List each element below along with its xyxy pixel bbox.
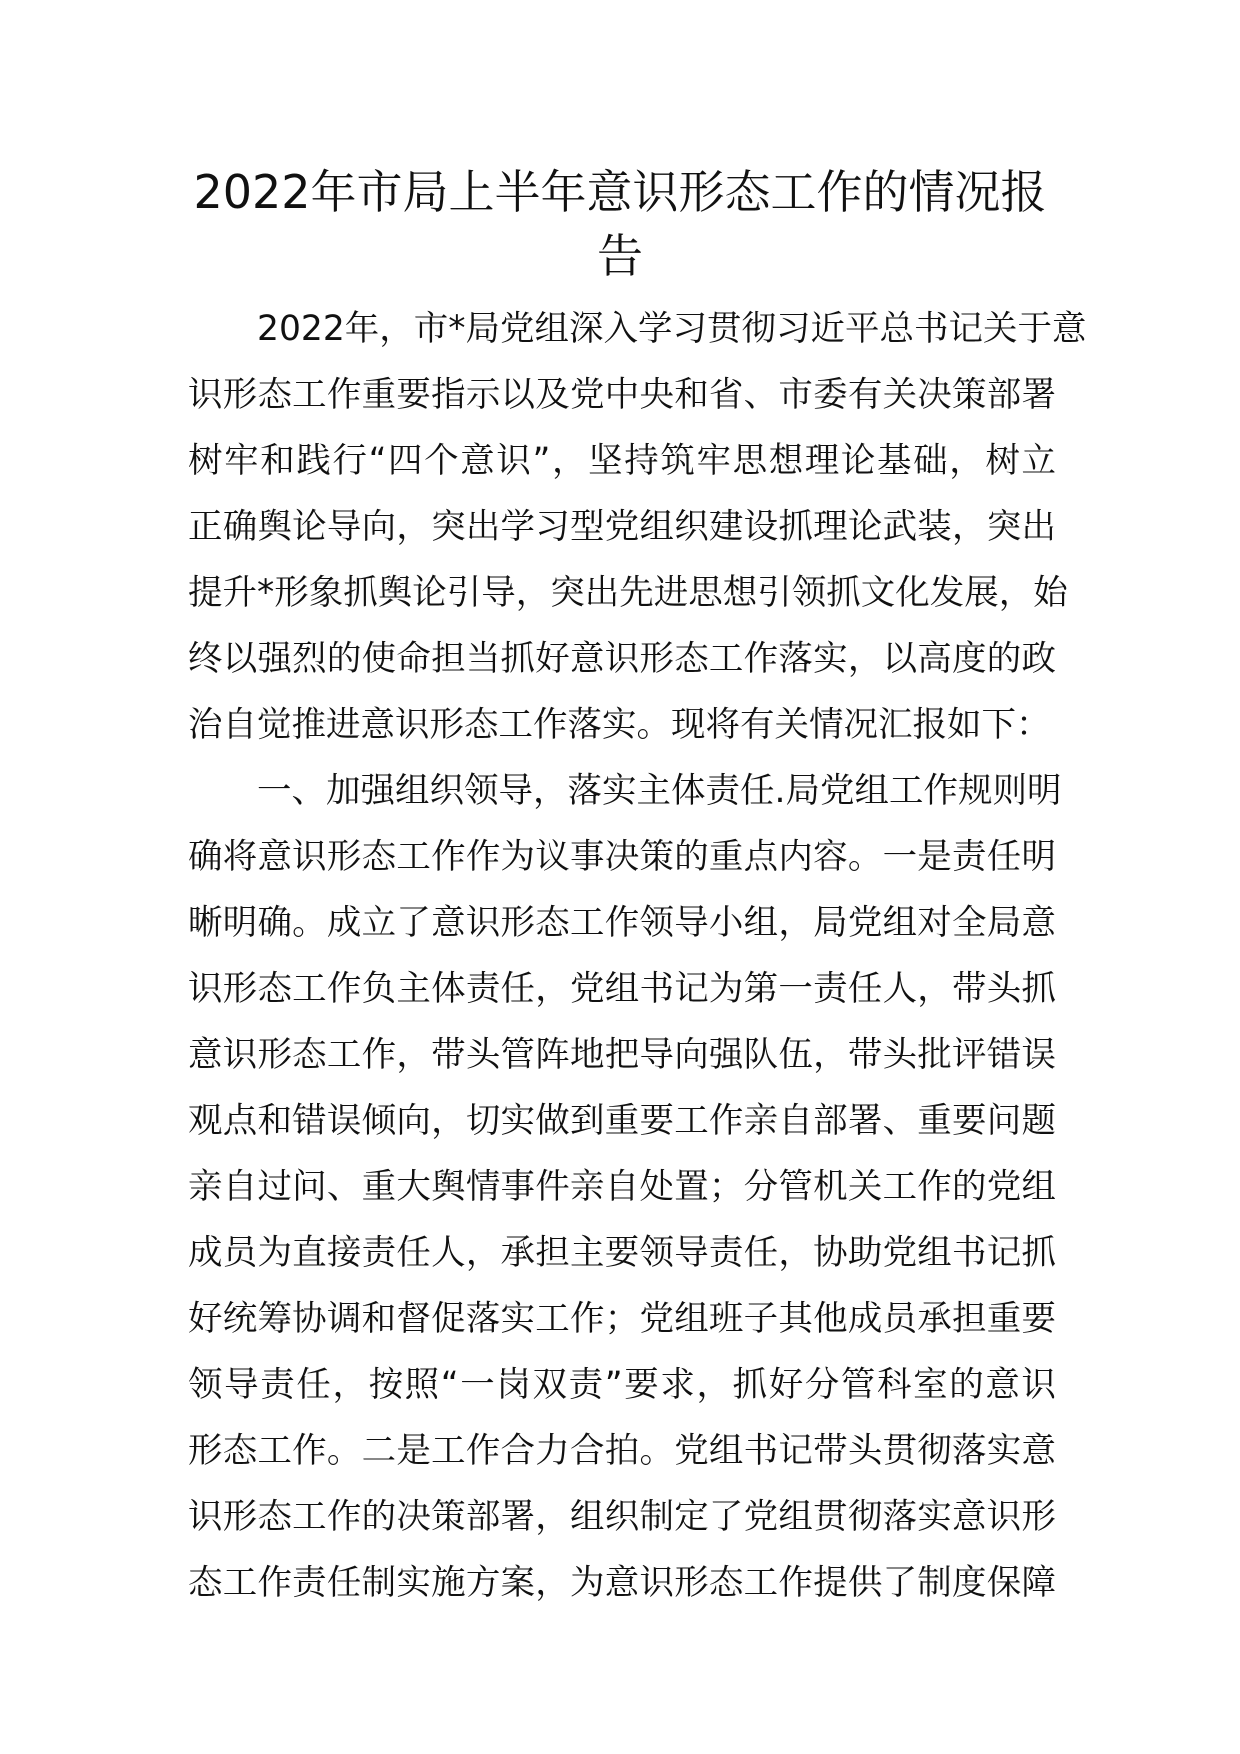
paragraph-line: 治自觉推进意识形态工作落实。现将有关情况汇报如下： xyxy=(188,705,1051,745)
title-line-2: 告 xyxy=(597,229,643,283)
paragraph-2 xyxy=(188,758,1062,1616)
paragraph-line: 形态工作。二是工作合力合拍。党组书记带头贯彻落实意 xyxy=(188,1431,1056,1471)
paragraph-line: 好统筹协调和督促落实工作；党组班子其他成员承担重要 xyxy=(188,1299,1056,1339)
paragraph-line: 晰明确。成立了意识形态工作领导小组，局党组对全局意 xyxy=(188,903,1056,943)
paragraph-1 xyxy=(188,296,1087,758)
paragraph-line: 正确舆论导向，突出学习型党组织建设抓理论武装，突出 xyxy=(188,507,1056,547)
paragraph-line: 成员为直接责任人，承担主要领导责任，协助党组书记抓 xyxy=(188,1233,1056,1273)
paragraph-line: 态工作责任制实施方案，为意识形态工作提供了制度保障 xyxy=(188,1563,1056,1603)
paragraph-line: 识形态工作重要指示以及党中央和省、市委有关决策部署 xyxy=(188,375,1056,415)
paragraph-line: 一、加强组织领导，落实主体责任.局党组工作规则明 xyxy=(257,771,1062,811)
paragraph-line: 树牢和践行“四个意识”，坚持筑牢思想理论基础，树立 xyxy=(188,441,1056,481)
paragraph-line: 提升*形象抓舆论引导，突出先进思想引领抓文化发展，始 xyxy=(188,573,1068,613)
paragraph-line: 2022年，市*局党组深入学习贯彻习近平总书记关于意 xyxy=(257,309,1087,349)
paragraph-line: 亲自过问、重大舆情事件亲自处置；分管机关工作的党组 xyxy=(188,1167,1056,1207)
paragraph-line: 观点和错误倾向，切实做到重要工作亲自部署、重要问题 xyxy=(188,1101,1056,1141)
paragraph-line: 终以强烈的使命担当抓好意识形态工作落实，以高度的政 xyxy=(188,639,1056,679)
paragraph-line: 意识形态工作，带头管阵地把导向强队伍，带头批评错误 xyxy=(188,1035,1056,1075)
document-title xyxy=(190,160,1050,288)
title-line-1: 2022年市局上半年意识形态工作的情况报 xyxy=(193,165,1047,219)
document-body xyxy=(188,296,1087,1616)
paragraph-line: 识形态工作的决策部署，组织制定了党组贯彻落实意识形 xyxy=(188,1497,1056,1537)
paragraph-line: 领导责任，按照“一岗双责”要求，抓好分管科室的意识 xyxy=(188,1365,1056,1405)
paragraph-line: 识形态工作负主体责任，党组书记为第一责任人，带头抓 xyxy=(188,969,1056,1009)
paragraph-line: 确将意识形态工作作为议事决策的重点内容。一是责任明 xyxy=(188,837,1056,877)
